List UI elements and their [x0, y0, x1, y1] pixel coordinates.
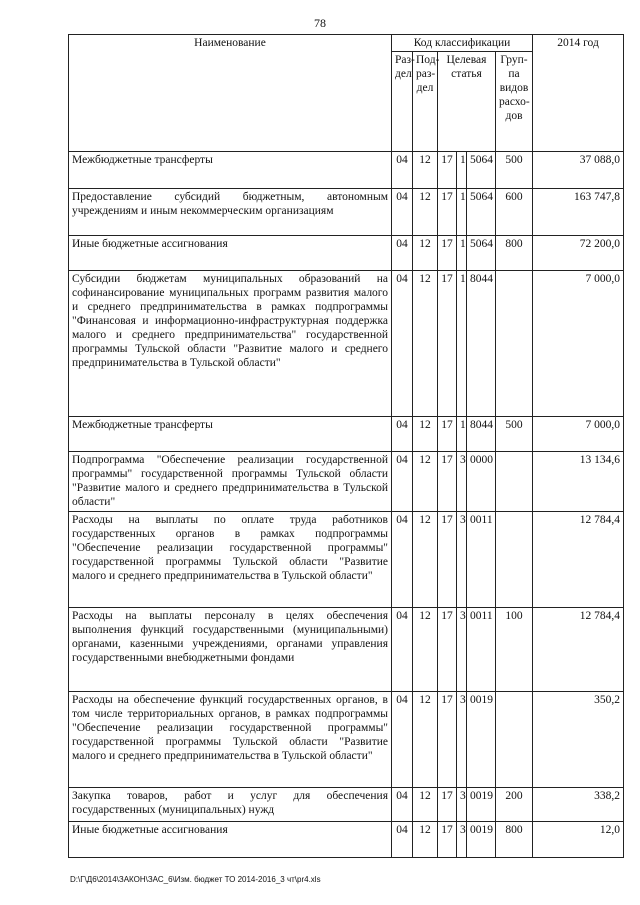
row-expense-group [496, 452, 533, 512]
row-subsection: 12 [413, 236, 438, 271]
row-name: Межбюджетные трансферты [69, 417, 392, 452]
page-number: 78 [314, 16, 326, 30]
row-section: 04 [392, 452, 413, 512]
footer-file-path: D:\Г\Д6\2014\ЗАКОН\ЗАС_6\Изм. бюджет ТО 2014-2016_3 чт\pr4.xls [70, 875, 321, 884]
table-row [69, 189, 624, 236]
row-amount: 338,2 [533, 788, 624, 822]
row-subsection: 12 [413, 512, 438, 608]
header-section: Раз-дел [392, 52, 413, 152]
table-row [69, 417, 624, 452]
row-target-part2: 3 [457, 452, 467, 512]
row-expense-group: 500 [496, 417, 533, 452]
row-amount: 7 000,0 [533, 271, 624, 417]
row-expense-group: 600 [496, 189, 533, 236]
row-target-part2: 3 [457, 512, 467, 608]
row-subsection: 12 [413, 189, 438, 236]
row-target-part1: 17 [438, 452, 457, 512]
table-row [69, 452, 624, 512]
row-expense-group: 500 [496, 152, 533, 189]
row-target-part3: 5064 [467, 152, 496, 189]
row-target-part1: 17 [438, 189, 457, 236]
row-target-part3: 0019 [467, 788, 496, 822]
row-amount: 7 000,0 [533, 417, 624, 452]
row-section: 04 [392, 189, 413, 236]
row-section: 04 [392, 608, 413, 692]
table-row [69, 512, 624, 608]
row-target-part3: 0000 [467, 452, 496, 512]
row-target-part2: 1 [457, 189, 467, 236]
row-name: Расходы на обеспечение функций государственных органов, в том числе территориальных органов, в рамках подпрограммы "Обеспечение реализации государственной программы" государственной программы Тульской области "Развитие малого и среднего предпринимательства в Тульской области" [69, 692, 392, 788]
table-row [69, 692, 624, 788]
row-target-part2: 3 [457, 692, 467, 788]
row-amount: 350,2 [533, 692, 624, 788]
row-expense-group: 800 [496, 822, 533, 858]
row-target-part2: 3 [457, 822, 467, 858]
table-row [69, 236, 624, 271]
row-target-part3: 5064 [467, 189, 496, 236]
row-subsection: 12 [413, 271, 438, 417]
row-subsection: 12 [413, 417, 438, 452]
row-amount: 12,0 [533, 822, 624, 858]
row-subsection: 12 [413, 822, 438, 858]
row-section: 04 [392, 417, 413, 452]
row-target-part2: 3 [457, 608, 467, 692]
row-target-part2: 1 [457, 152, 467, 189]
header-name: Наименование [69, 35, 392, 152]
row-name: Закупка товаров, работ и услуг для обеспечения государственных (муниципальных) нужд [69, 788, 392, 822]
header-target: Целевая статья [438, 52, 496, 152]
row-section: 04 [392, 236, 413, 271]
row-subsection: 12 [413, 788, 438, 822]
row-section: 04 [392, 512, 413, 608]
row-target-part2: 3 [457, 788, 467, 822]
row-name: Расходы на выплаты по оплате труда работников государственных органов в рамках подпрограммы "Обеспечение реализации государственной программы" государственной программы Тульской области "Развитие малого и среднего предпринимательства в Тульской области" [69, 512, 392, 608]
row-target-part3: 0011 [467, 608, 496, 692]
row-amount: 72 200,0 [533, 236, 624, 271]
row-target-part1: 17 [438, 692, 457, 788]
header-subsection: Под-раз-дел [413, 52, 438, 152]
row-target-part1: 17 [438, 152, 457, 189]
row-target-part2: 1 [457, 417, 467, 452]
row-name: Предоставление субсидий бюджетным, автономным учреждениям и иным некоммерческим организациям [69, 189, 392, 236]
row-target-part3: 0011 [467, 512, 496, 608]
table-row [69, 271, 624, 417]
row-target-part1: 17 [438, 822, 457, 858]
table-row [69, 152, 624, 189]
row-target-part3: 0019 [467, 822, 496, 858]
row-subsection: 12 [413, 452, 438, 512]
row-expense-group [496, 512, 533, 608]
row-target-part3: 8044 [467, 417, 496, 452]
row-target-part1: 17 [438, 271, 457, 417]
row-amount: 37 088,0 [533, 152, 624, 189]
row-amount: 12 784,4 [533, 608, 624, 692]
row-name: Расходы на выплаты персоналу в целях обеспечения выполнения функций государственными (муниципальными) органами, казенными учреждениями, органами управления государственными внебюджетными фондами [69, 608, 392, 692]
row-target-part1: 17 [438, 417, 457, 452]
row-section: 04 [392, 271, 413, 417]
row-section: 04 [392, 788, 413, 822]
row-section: 04 [392, 692, 413, 788]
row-target-part3: 8044 [467, 271, 496, 417]
header-year: 2014 год [533, 35, 624, 152]
row-expense-group: 100 [496, 608, 533, 692]
row-target-part1: 17 [438, 236, 457, 271]
row-target-part3: 0019 [467, 692, 496, 788]
row-subsection: 12 [413, 608, 438, 692]
row-target-part3: 5064 [467, 236, 496, 271]
row-expense-group [496, 271, 533, 417]
row-expense-group: 200 [496, 788, 533, 822]
budget-table [68, 34, 624, 858]
row-target-part1: 17 [438, 608, 457, 692]
row-expense-group: 800 [496, 236, 533, 271]
row-target-part1: 17 [438, 788, 457, 822]
table-row [69, 608, 624, 692]
row-target-part1: 17 [438, 512, 457, 608]
row-target-part2: 1 [457, 236, 467, 271]
row-amount: 12 784,4 [533, 512, 624, 608]
row-section: 04 [392, 822, 413, 858]
row-target-part2: 1 [457, 271, 467, 417]
row-name: Иные бюджетные ассигнования [69, 822, 392, 858]
row-amount: 13 134,6 [533, 452, 624, 512]
row-subsection: 12 [413, 692, 438, 788]
table-row [69, 788, 624, 822]
row-name: Межбюджетные трансферты [69, 152, 392, 189]
row-name: Подпрограмма "Обеспечение реализации государственной программы" государственной программы Тульской области "Развитие малого и среднего предпринимательства в Тульской области" [69, 452, 392, 512]
row-subsection: 12 [413, 152, 438, 189]
row-name: Субсидии бюджетам муниципальных образований на софинансирование муниципальных программ развития малого и среднего предпринимательства в рамках подпрограммы "Финансовая и информационно-инфраструктурная поддержка малого и среднего предпринимательства" государственной программы Тульской области "Развитие малого и среднего предпринимательства в Тульской области" [69, 271, 392, 417]
header-group: Груп-па видов расхо-дов [496, 52, 533, 152]
header-classification: Код классификации [392, 35, 533, 52]
table-row [69, 822, 624, 858]
row-section: 04 [392, 152, 413, 189]
row-amount: 163 747,8 [533, 189, 624, 236]
row-name: Иные бюджетные ассигнования [69, 236, 392, 271]
row-expense-group [496, 692, 533, 788]
